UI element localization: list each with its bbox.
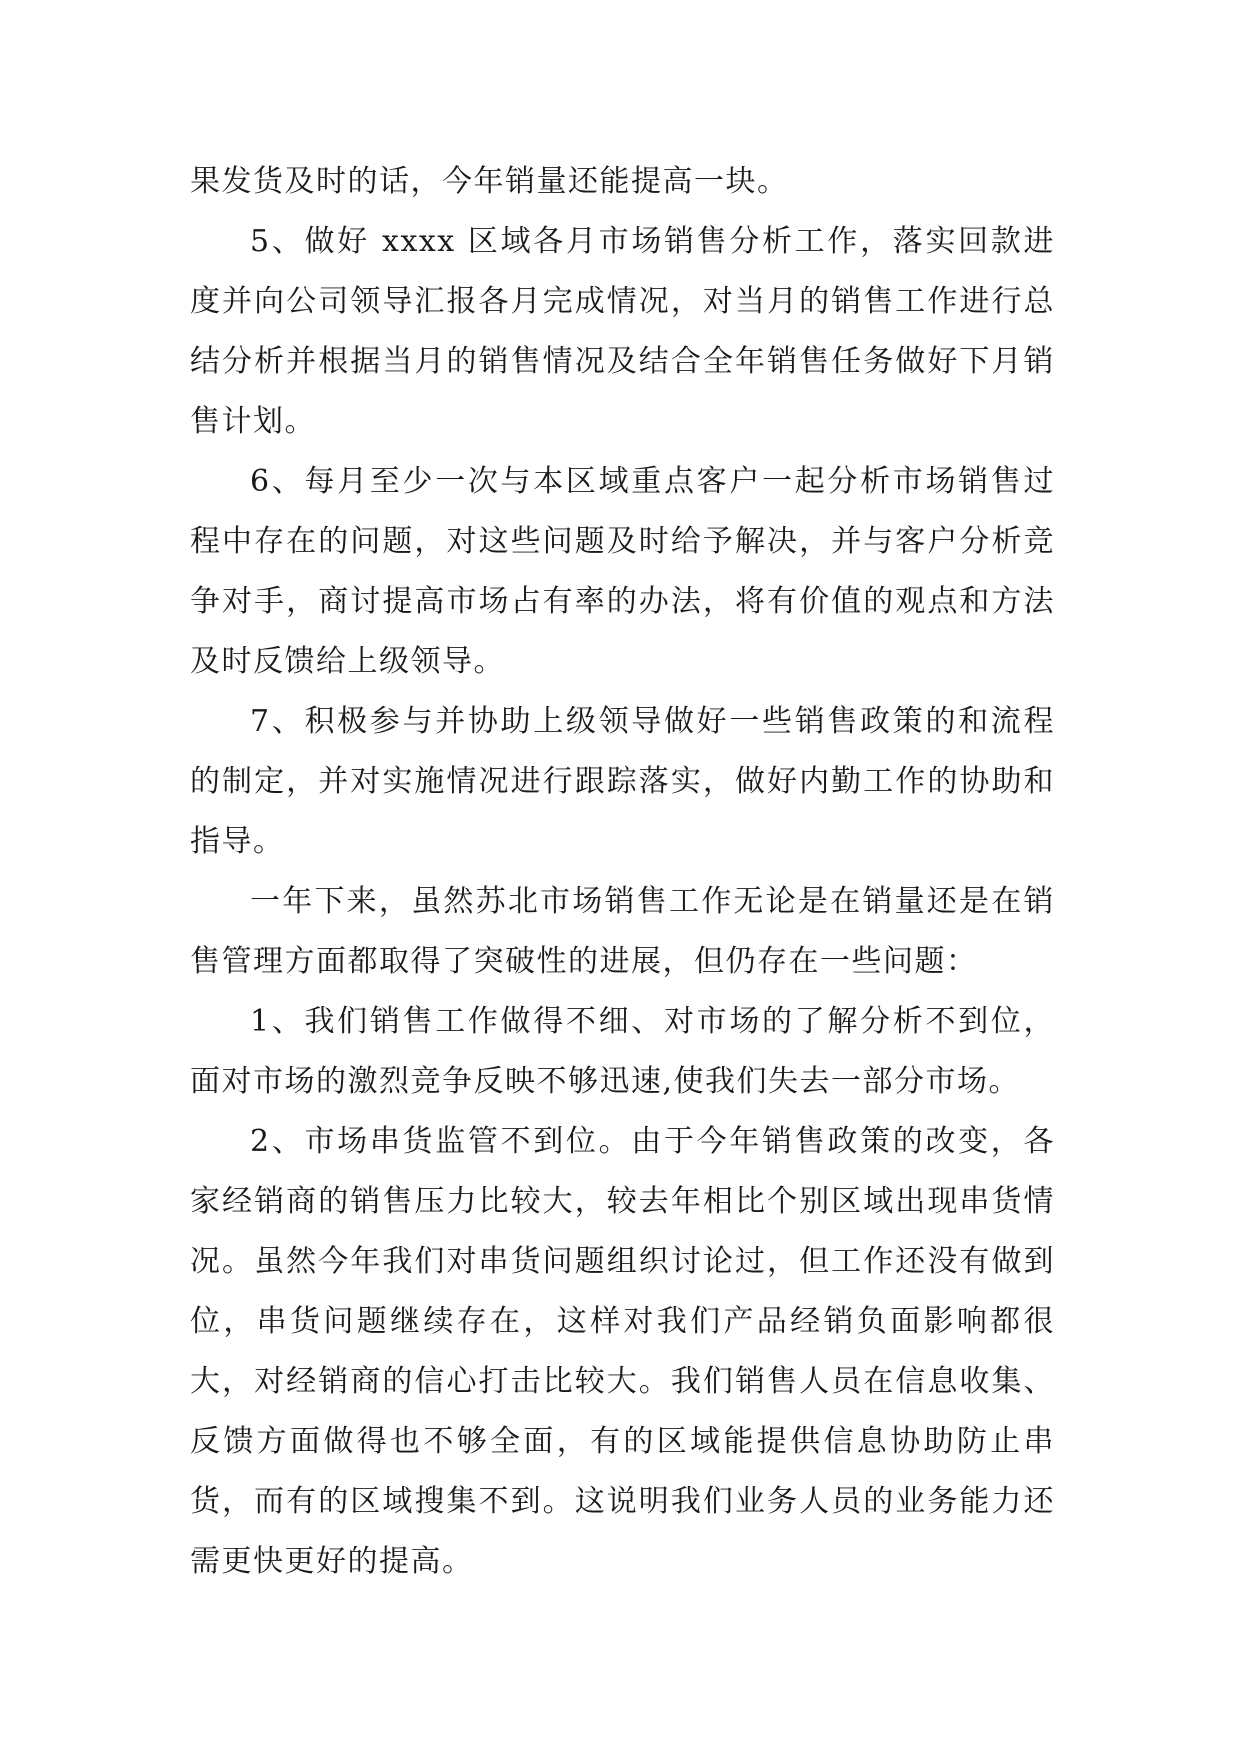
paragraph-7: 2、市场串货监管不到位。由于今年销售政策的改变，各家经销商的销售压力比较大，较去年相比个别区域出现串货情况。虽然今年我们对串货问题组织讨论过，但工作还没有做到位，串货问题继续存在，这样对我们产品经销负面影响都很大，对经销商的信心打击比较大。我们销售人员在信息收集、反馈方面做得也不够全面，有的区域能提供信息协助防止串货，而有的区域搜集不到。这说明我们业务人员的业务能力还需更快更好的提高。 (190, 1124, 1055, 1579)
paragraph-4: 7、积极参与并协助上级领导做好一些销售政策的和流程的制定，并对实施情况进行跟踪落实，做好内勤工作的协助和指导。 (190, 704, 1055, 859)
paragraph-3: 6、每月至少一次与本区域重点客户一起分析市场销售过程中存在的问题，对这些问题及时给予解决，并与客户分析竞争对手，商讨提高市场占有率的办法，将有价值的观点和方法及时反馈给上级领导。 (190, 464, 1055, 679)
paragraph-1: 果发货及时的话，今年销量还能提高一块。 (190, 164, 789, 199)
paragraph-5: 一年下来，虽然苏北市场销售工作无论是在销量还是在销售管理方面都取得了突破性的进展，但仍存在一些问题： (190, 884, 1055, 979)
document-body (190, 152, 1055, 1592)
paragraph-2: 5、做好 xxxx 区域各月市场销售分析工作，落实回款进度并向公司领导汇报各月完成情况，对当月的销售工作进行总结分析并根据当月的销售情况及结合全年销售任务做好下月销售计划。 (190, 224, 1055, 439)
paragraph-6: 1、我们销售工作做得不细、对市场的了解分析不到位，面对市场的激烈竞争反映不够迅速,使我们失去一部分市场。 (190, 1004, 1055, 1099)
